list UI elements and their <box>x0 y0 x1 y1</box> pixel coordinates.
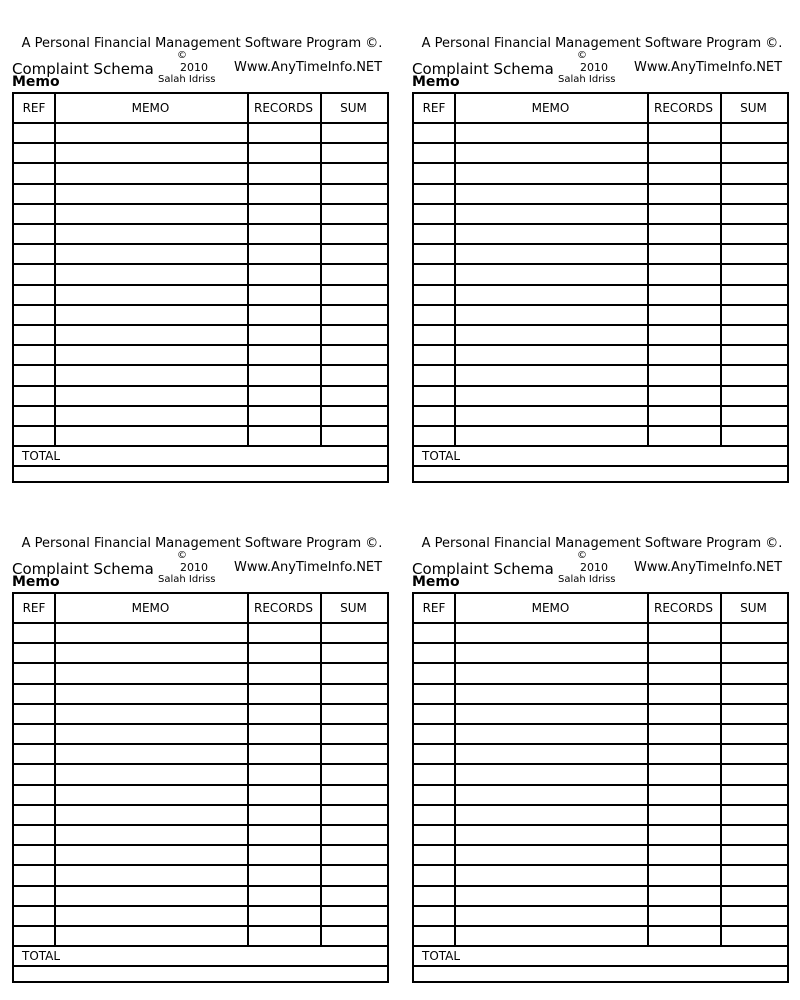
table-row-line <box>14 405 387 407</box>
table-row-line <box>14 243 387 245</box>
website-link: Www.AnyTimeInfo.NET <box>234 60 383 75</box>
table-row-line <box>414 683 787 685</box>
table-row-line <box>14 263 387 265</box>
column-header-ref: REF <box>22 601 46 615</box>
table-row-line <box>414 763 787 765</box>
ledger-table <box>412 92 789 483</box>
table-row-line <box>414 263 787 265</box>
table-row-line <box>14 162 387 164</box>
table-row-line <box>14 824 387 826</box>
table-row-line <box>14 284 387 286</box>
author-name: Salah Idriss <box>158 74 216 85</box>
table-row-line <box>14 425 387 427</box>
table-row-line <box>414 304 787 306</box>
column-header-ref: REF <box>422 601 446 615</box>
table-row-line <box>14 784 387 786</box>
form-title: Complaint Schema <box>412 560 554 578</box>
column-divider <box>54 594 56 945</box>
table-row-line <box>14 203 387 205</box>
table-row-line <box>414 324 787 326</box>
table-row-line <box>414 844 787 846</box>
column-divider <box>54 94 56 445</box>
table-row-line <box>14 142 387 144</box>
table-row-line <box>414 364 787 366</box>
table-row-line <box>414 703 787 705</box>
total-divider <box>14 465 387 467</box>
table-row-line <box>414 905 787 907</box>
year: 2010 <box>180 61 208 74</box>
table-row-line <box>414 243 787 245</box>
tagline: A Personal Financial Management Software Program ©. <box>21 536 383 551</box>
form-title: Complaint Schema <box>12 60 154 78</box>
memo-form-4 <box>412 536 792 996</box>
year: 2010 <box>180 561 208 574</box>
column-divider <box>247 594 249 945</box>
table-row-line <box>14 885 387 887</box>
header-divider <box>414 122 787 124</box>
column-divider <box>454 594 456 945</box>
table-row-line <box>14 183 387 185</box>
table-row-line <box>414 864 787 866</box>
column-divider <box>320 594 322 945</box>
table-row-line <box>14 324 387 326</box>
column-header-sum: SUM <box>340 601 367 615</box>
table-row-line <box>414 183 787 185</box>
table-row-line <box>14 864 387 866</box>
table-row-line <box>414 945 787 947</box>
form-subtitle: Memo <box>412 574 460 590</box>
column-header-memo: MEMO <box>131 101 170 115</box>
column-divider <box>320 94 322 445</box>
memo-form-2 <box>412 36 792 496</box>
memo-form-3 <box>12 536 392 996</box>
table-row-line <box>14 445 387 447</box>
website-link: Www.AnyTimeInfo.NET <box>634 560 783 575</box>
column-divider <box>720 594 722 945</box>
total-divider <box>414 465 787 467</box>
table-row-line <box>414 723 787 725</box>
author-name: Salah Idriss <box>558 574 616 585</box>
table-row-line <box>414 804 787 806</box>
column-header-memo: MEMO <box>131 601 170 615</box>
column-divider <box>720 94 722 445</box>
table-row-line <box>414 784 787 786</box>
column-header-memo: MEMO <box>531 601 570 615</box>
author-name: Salah Idriss <box>158 574 216 585</box>
total-label: TOTAL <box>422 449 461 464</box>
table-row-line <box>414 162 787 164</box>
table-row-line <box>414 885 787 887</box>
column-header-sum: SUM <box>740 101 767 115</box>
column-header-records: RECORDS <box>654 601 713 615</box>
ledger-table <box>12 592 389 983</box>
table-row-line <box>14 662 387 664</box>
table-row-line <box>414 344 787 346</box>
table-row-line <box>414 662 787 664</box>
tagline: A Personal Financial Management Software Program ©. <box>421 536 783 551</box>
total-label: TOTAL <box>22 949 61 964</box>
column-divider <box>454 94 456 445</box>
total-divider <box>414 965 787 967</box>
column-header-ref: REF <box>422 101 446 115</box>
table-row-line <box>14 723 387 725</box>
table-row-line <box>414 743 787 745</box>
table-row-line <box>414 223 787 225</box>
table-row-line <box>14 385 387 387</box>
table-row-line <box>14 945 387 947</box>
copyright-symbol: © <box>177 550 187 561</box>
column-header-records: RECORDS <box>654 101 713 115</box>
column-header-records: RECORDS <box>254 101 313 115</box>
author-name: Salah Idriss <box>558 74 616 85</box>
table-row-line <box>14 763 387 765</box>
table-row-line <box>14 703 387 705</box>
total-label: TOTAL <box>422 949 461 964</box>
table-row-line <box>414 385 787 387</box>
total-divider <box>14 965 387 967</box>
total-label: TOTAL <box>22 449 61 464</box>
form-title: Complaint Schema <box>412 60 554 78</box>
column-header-records: RECORDS <box>254 601 313 615</box>
table-row-line <box>414 284 787 286</box>
form-subtitle: Memo <box>412 74 460 90</box>
memo-form-1 <box>12 36 392 496</box>
column-header-sum: SUM <box>740 601 767 615</box>
tagline: A Personal Financial Management Software Program ©. <box>421 36 783 51</box>
table-row-line <box>14 683 387 685</box>
table-row-line <box>14 642 387 644</box>
table-row-line <box>14 364 387 366</box>
column-divider <box>647 594 649 945</box>
ledger-table <box>12 92 389 483</box>
header-divider <box>14 122 387 124</box>
website-link: Www.AnyTimeInfo.NET <box>634 60 783 75</box>
table-row-line <box>14 743 387 745</box>
ledger-table <box>412 592 789 983</box>
table-row-line <box>414 405 787 407</box>
table-row-line <box>14 344 387 346</box>
table-row-line <box>414 925 787 927</box>
table-row-line <box>14 925 387 927</box>
column-header-sum: SUM <box>340 101 367 115</box>
form-subtitle: Memo <box>12 74 60 90</box>
table-row-line <box>14 905 387 907</box>
table-row-line <box>14 304 387 306</box>
table-row-line <box>414 824 787 826</box>
form-title: Complaint Schema <box>12 560 154 578</box>
column-header-memo: MEMO <box>531 101 570 115</box>
header-divider <box>14 622 387 624</box>
tagline: A Personal Financial Management Software Program ©. <box>21 36 383 51</box>
table-row-line <box>414 642 787 644</box>
table-row-line <box>14 844 387 846</box>
column-divider <box>647 94 649 445</box>
copyright-symbol: © <box>577 50 587 61</box>
year: 2010 <box>580 561 608 574</box>
form-subtitle: Memo <box>12 574 60 590</box>
copyright-symbol: © <box>577 550 587 561</box>
year: 2010 <box>580 61 608 74</box>
header-divider <box>414 622 787 624</box>
table-row-line <box>414 425 787 427</box>
column-divider <box>247 94 249 445</box>
table-row-line <box>414 445 787 447</box>
copyright-symbol: © <box>177 50 187 61</box>
table-row-line <box>14 804 387 806</box>
table-row-line <box>14 223 387 225</box>
table-row-line <box>414 203 787 205</box>
column-header-ref: REF <box>22 101 46 115</box>
table-row-line <box>414 142 787 144</box>
website-link: Www.AnyTimeInfo.NET <box>234 560 383 575</box>
